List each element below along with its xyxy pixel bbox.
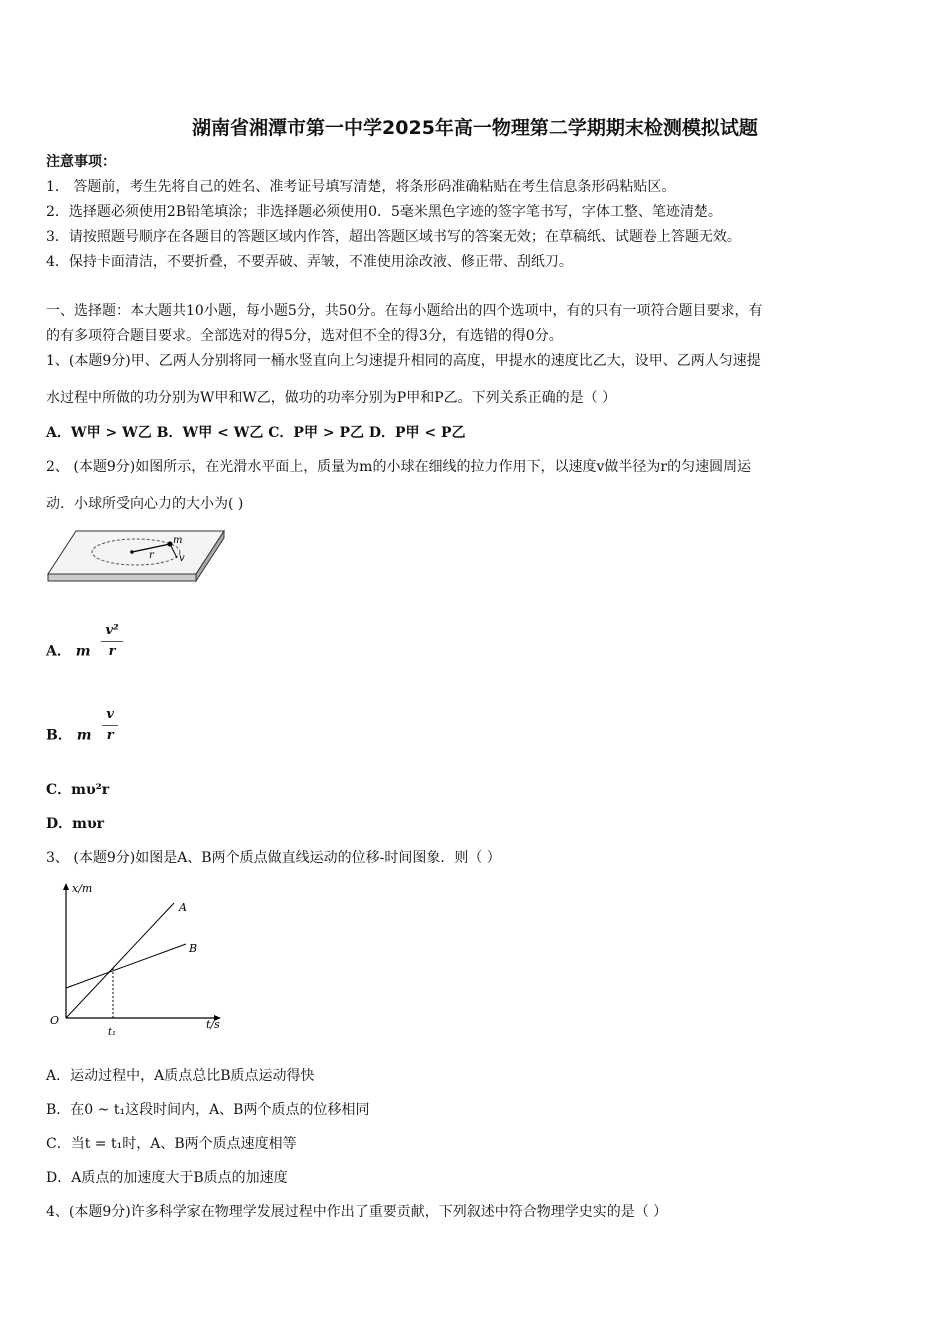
x-label: t/s bbox=[206, 1018, 220, 1031]
q3-option-a: A．运动过程中，A质点总比B质点运动得快 bbox=[46, 1068, 315, 1084]
notice-item-3: 3．请按照题号顺序在各题目的答题区域内作答，超出答题区域书写的答案无效；在草稿纸、试题卷上答题无效。 bbox=[46, 229, 741, 245]
q2-option-d: D．mυr bbox=[46, 816, 105, 832]
notice-item-2: 2．选择题必须使用2B铅笔填涂；非选择题必须使用0．5毫米黑色字迹的签字笔书写，字体工整、笔迹清楚。 bbox=[46, 204, 722, 220]
label-v: v bbox=[179, 553, 185, 564]
line-a-label: A bbox=[179, 901, 187, 914]
origin-label: O bbox=[50, 1014, 60, 1027]
q2-option-c: C．mυ²r bbox=[46, 782, 110, 798]
y-label: x/m bbox=[72, 882, 93, 895]
q3-option-c: C．当t = t₁时，A、B两个质点速度相等 bbox=[46, 1136, 297, 1152]
q4-line1: 4、(本题9分)许多科学家在物理学发展过程中作出了重要贡献，下列叙述中符合物理学史实的是（ ） bbox=[46, 1204, 668, 1220]
notice-heading: 注意事项： bbox=[46, 154, 116, 170]
section1-line2: 的有多项符合题目要求。全部选对的得5分，选对但不全的得3分，有选错的得0分。 bbox=[46, 328, 563, 344]
line-b bbox=[66, 944, 186, 988]
label-m: m bbox=[173, 535, 183, 546]
q3-option-d: D．A质点的加速度大于B质点的加速度 bbox=[46, 1170, 288, 1186]
q2-option-b: B． m $\frac{v}{r}$ bbox=[46, 716, 118, 755]
q2-line2: 动．小球所受向心力的大小为( ) bbox=[46, 496, 244, 512]
q1-line2: 水过程中所做的功分别为W甲和W乙，做功的功率分别为P甲和P乙。下列关系正确的是（ ） bbox=[46, 390, 617, 406]
q1-options: A．W甲 > W乙 B．W甲 < W乙 C．P甲 > P乙 D．P甲 < P乙 bbox=[46, 425, 466, 441]
q2-option-a: A． m $\frac{\text{v²}}{r}$ bbox=[46, 632, 123, 671]
line-a bbox=[66, 903, 174, 1018]
section1-line1: 一、选择题：本大题共10小题，每小题5分，共50分。在每小题给出的四个选项中，有的只有一项符合题目要求，有 bbox=[46, 303, 763, 319]
q1-line1: 1、(本题9分)甲、乙两人分别将同一桶水竖直向上匀速提升相同的高度，甲提水的速度比乙大，设甲、乙两人匀速提 bbox=[46, 353, 761, 369]
q3-option-b: B．在0 ~ t₁这段时间内，A、B两个质点的位移相同 bbox=[46, 1102, 370, 1118]
label-r: r bbox=[149, 550, 154, 561]
notice-item-1: 1． 答题前，考生先将自己的姓名、准考证号填写清楚，将条形码准确粘贴在考生信息条形码粘贴区。 bbox=[46, 179, 676, 195]
notice-item-4: 4．保持卡面清洁，不要折叠，不要弄破、弄皱，不准使用涂改液、修正带、刮纸刀。 bbox=[46, 254, 573, 270]
line-b-label: B bbox=[189, 942, 198, 955]
t1-label: t₁ bbox=[108, 1027, 117, 1038]
page-title: 湖南省湘潭市第一中学2025年高一物理第二学期期末检测模拟试题 bbox=[192, 117, 758, 139]
q3-line1: 3、 (本题9分)如图是A、B两个质点做直线运动的位移-时间图象．则（ ） bbox=[46, 850, 501, 866]
xt-graph bbox=[46, 878, 231, 1038]
q2-line1: 2、 (本题9分)如图所示，在光滑水平面上，质量为m的小球在细线的拉力作用下，以速度v做半径为r的匀速圆周运 bbox=[46, 459, 752, 475]
circular-motion-figure bbox=[46, 528, 226, 586]
